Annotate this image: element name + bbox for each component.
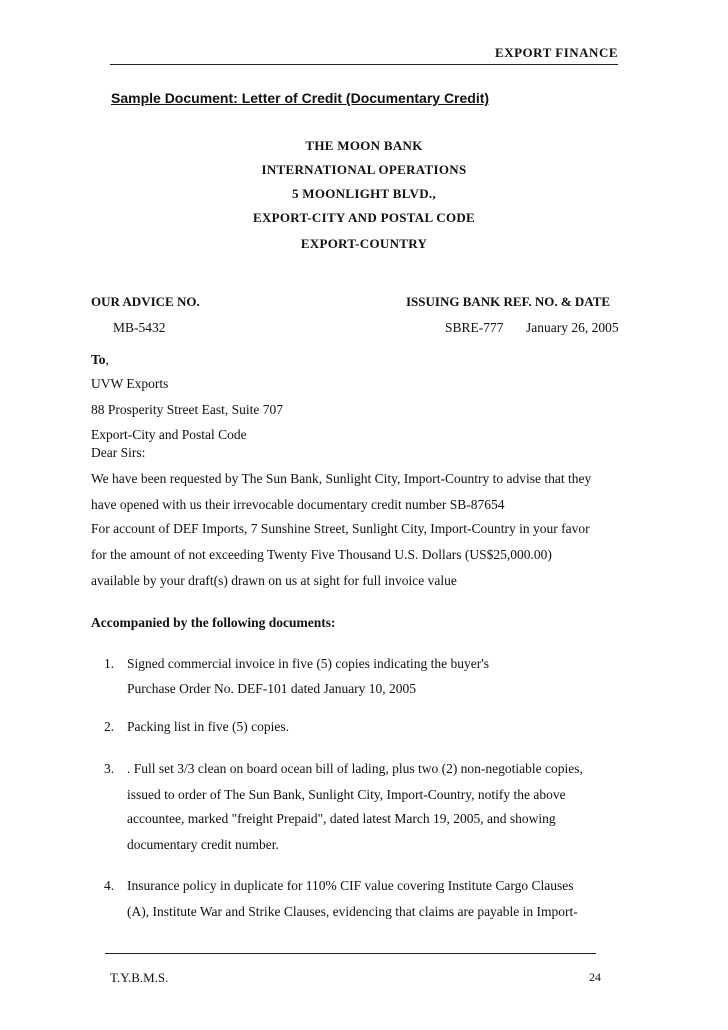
running-header: EXPORT FINANCE (495, 45, 618, 60)
body-line: have opened with us their irrevocable documentary credit number SB-87654 (91, 497, 505, 512)
bank-dept: INTERNATIONAL OPERATIONS (261, 162, 467, 177)
advice-label: OUR ADVICE NO. (91, 294, 200, 309)
bank-street: 5 MOONLIGHT BLVD., (291, 186, 437, 201)
bank-name: THE MOON BANK (305, 138, 423, 153)
to-comma: , (105, 352, 109, 367)
list-item-line: issued to order of The Sun Bank, Sunlight City, Import-Country, notify the above (127, 787, 566, 802)
bank-city: EXPORT-CITY AND POSTAL CODE (252, 210, 476, 225)
document-title: Sample Document: Letter of Credit (Documentary Credit) (111, 90, 490, 106)
to-line (91, 352, 109, 368)
recipient-address-2: Export-City and Postal Code (91, 427, 247, 442)
body-line: For account of DEF Imports, 7 Sunshine Street, Sunlight City, Import-Country in your favor (91, 521, 590, 536)
list-item-number: 4. (104, 878, 115, 893)
list-item-number: 3. (104, 761, 115, 776)
header-rule (110, 64, 618, 65)
issuing-ref-number: SBRE-777 (445, 320, 504, 335)
bank-country: EXPORT-COUNTRY (300, 236, 428, 251)
salutation: Dear Sirs: (91, 445, 146, 460)
documents-heading: Accompanied by the following documents: (91, 615, 336, 630)
list-item-number: 1. (104, 656, 115, 671)
body-line: We have been requested by The Sun Bank, Sunlight City, Import-Country to advise that they (91, 471, 592, 486)
recipient-name: UVW Exports (91, 376, 169, 391)
list-item-line: (A), Institute War and Strike Clauses, evidencing that claims are payable in Import- (127, 904, 578, 919)
footer-rule (105, 953, 596, 954)
list-item-line: . Full set 3/3 clean on board ocean bill of lading, plus two (2) non-negotiable copies, (127, 761, 583, 776)
list-item-line: Signed commercial invoice in five (5) copies indicating the buyer's (127, 656, 489, 671)
page-number: 24 (589, 970, 601, 984)
list-item-number: 2. (104, 719, 115, 734)
list-item-line: Purchase Order No. DEF-101 dated January 10, 2005 (127, 681, 417, 696)
recipient-address-1: 88 Prosperity Street East, Suite 707 (91, 402, 283, 417)
body-line: available by your draft(s) drawn on us at sight for full invoice value (91, 573, 457, 588)
list-item-line: documentary credit number. (127, 837, 279, 852)
list-item-line: Insurance policy in duplicate for 110% CIF value covering Institute Cargo Clauses (127, 878, 574, 893)
list-item-line: Packing list in five (5) copies. (127, 719, 289, 734)
list-item-line: accountee, marked "freight Prepaid", dated latest March 19, 2005, and showing (127, 811, 556, 826)
to-label: To (91, 352, 106, 367)
advice-number: MB-5432 (113, 320, 166, 335)
footer-course: T.Y.B.M.S. (110, 970, 169, 985)
issuing-ref-label: ISSUING BANK REF. NO. & DATE (406, 294, 611, 309)
body-line: for the amount of not exceeding Twenty Five Thousand U.S. Dollars (US$25,000.00) (91, 547, 552, 562)
issuing-date: January 26, 2005 (526, 320, 619, 335)
